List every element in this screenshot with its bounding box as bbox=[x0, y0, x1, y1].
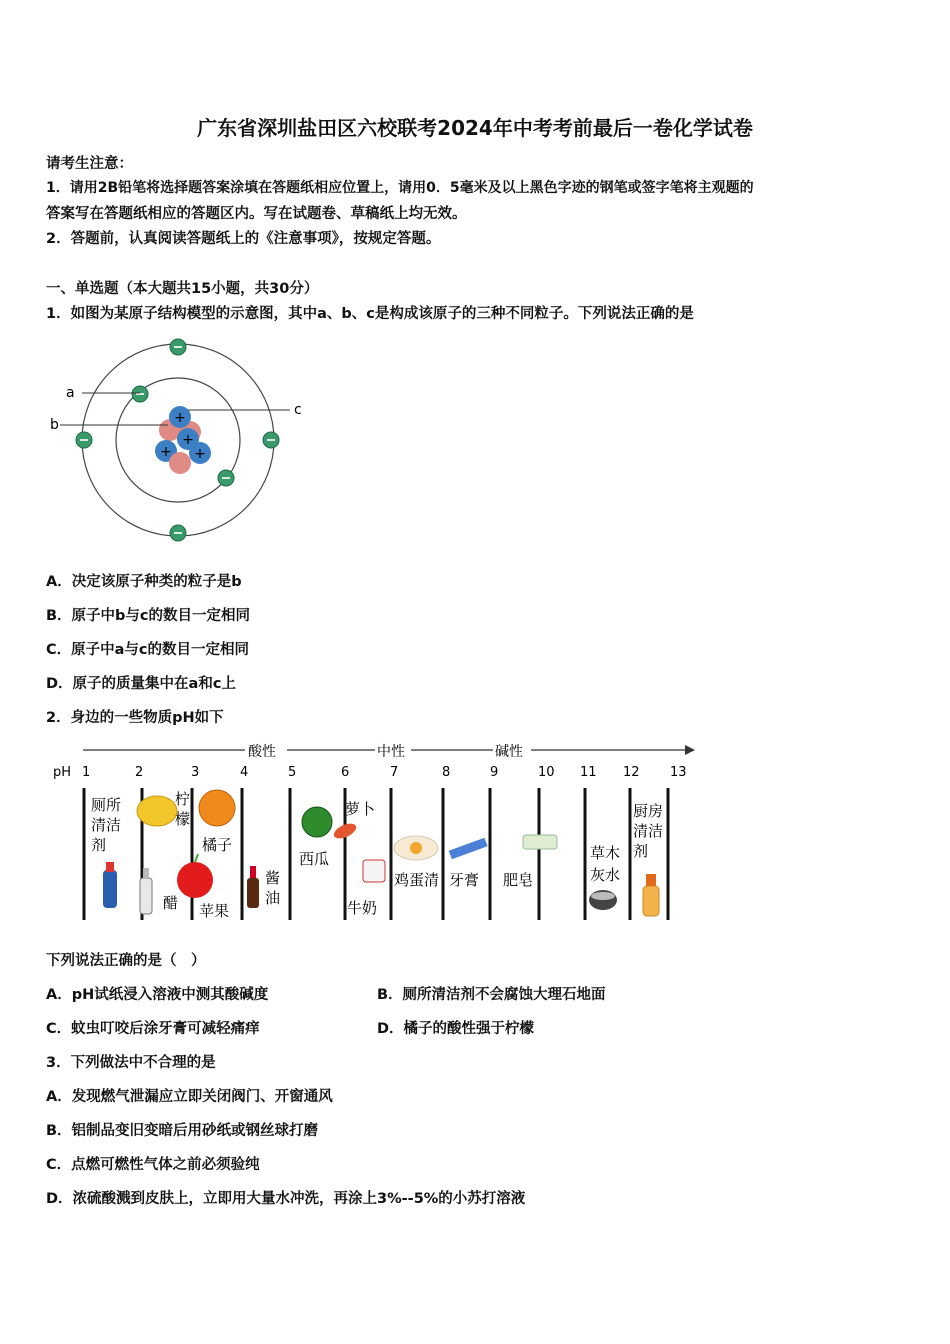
orange-icon bbox=[199, 790, 235, 826]
q1-option-b: B．原子中b与c的数目一定相同 bbox=[46, 608, 251, 624]
milk-icon bbox=[363, 860, 385, 882]
ph-ticks bbox=[82, 765, 687, 780]
q3-option-d: D．浓硫酸溅到皮肤上，立即用大量水冲洗，再涂上3%--5%的小苏打溶液 bbox=[46, 1191, 526, 1207]
svg-text:+: + bbox=[174, 410, 186, 426]
q2-option-c: C．蚊虫叮咬后涂牙膏可减轻痛痒 bbox=[46, 1021, 260, 1037]
label-c: c bbox=[294, 402, 302, 418]
ph-tick-7: 7 bbox=[390, 765, 399, 780]
ash-water-label: 草木灰水 bbox=[590, 844, 621, 884]
q3-option-c: C．点燃可燃性气体之前必须验纯 bbox=[46, 1157, 260, 1173]
soap-icon bbox=[523, 835, 557, 849]
notice-line-2: 2．答题前，认真阅读答题纸上的《注意事项》，按规定答题。 bbox=[46, 231, 441, 247]
page-title: 广东省深圳盐田区六校联考2024年中考考前最后一卷化学试卷 bbox=[197, 116, 753, 140]
section-heading: 一、单选题（本大题共15小题，共30分） bbox=[46, 281, 319, 297]
ph-tick-4: 4 bbox=[240, 765, 249, 780]
notice-line-1b: 答案写在答题纸相应的答题区内。写在试题卷、草稿纸上均无效。 bbox=[46, 206, 467, 222]
ph-tick-3: 3 bbox=[191, 765, 200, 780]
ph-tick-9: 9 bbox=[490, 765, 499, 780]
q2-option-d: D．橘子的酸性强于柠檬 bbox=[377, 1021, 535, 1037]
atom-diagram bbox=[40, 335, 320, 550]
nucleus bbox=[155, 406, 211, 474]
orange-label: 橘子 bbox=[202, 836, 233, 854]
watermelon-label: 西瓜 bbox=[299, 850, 330, 868]
toothpaste-icon bbox=[449, 838, 488, 859]
egg-white-icon bbox=[394, 836, 438, 860]
q3-stem: 3．下列做法中不合理的是 bbox=[46, 1055, 216, 1071]
lemon-label: 柠檬 bbox=[175, 790, 191, 828]
ph-tick-11: 11 bbox=[580, 765, 597, 780]
label-a: a bbox=[66, 385, 75, 401]
label-b: b bbox=[50, 417, 59, 433]
ph-tick-2: 2 bbox=[135, 765, 144, 780]
ph-tick-1: 1 bbox=[82, 765, 91, 780]
kitchen-cleaner-label: 厨房清洁剂 bbox=[633, 802, 664, 860]
apple-icon bbox=[177, 854, 213, 898]
egg-white-label: 鸡蛋清 bbox=[394, 871, 440, 889]
lemon-icon bbox=[137, 796, 177, 826]
ph-tick-5: 5 bbox=[288, 765, 297, 780]
q1-stem: 1．如图为某原子结构模型的示意图，其中a、b、c是构成该原子的三种不同粒子。下列说法正确的是 bbox=[46, 306, 694, 322]
ph-label: pH bbox=[53, 765, 72, 780]
svg-text:+: + bbox=[160, 444, 172, 460]
q2-option-a: A．pH试纸浸入溶液中测其酸碱度 bbox=[46, 987, 269, 1003]
base-label: 碱性 bbox=[495, 744, 523, 760]
svg-text:+: + bbox=[194, 446, 206, 462]
toothpaste-label: 牙膏 bbox=[449, 871, 480, 889]
q1-option-c: C．原子中a与c的数目一定相同 bbox=[46, 642, 250, 658]
soap-label: 肥皂 bbox=[503, 871, 534, 889]
kitchen-cleaner-icon bbox=[643, 874, 659, 916]
vinegar-label: 醋 bbox=[163, 894, 179, 912]
watermelon-icon bbox=[302, 807, 332, 837]
ash-water-icon bbox=[589, 890, 617, 910]
notice-line-1: 1．请用2B铅笔将选择题答案涂填在答题纸相应位置上，请用0．5毫米及以上黑色字迹的钢笔或签字笔将主观题的 bbox=[46, 180, 754, 196]
q3-option-a: A．发现燃气泄漏应立即关闭阀门、开窗通风 bbox=[46, 1089, 333, 1105]
acid-label: 酸性 bbox=[248, 744, 276, 760]
q2-stem: 2．身边的一些物质pH如下 bbox=[46, 710, 224, 726]
milk-label: 牛奶 bbox=[347, 899, 378, 917]
ph-tick-8: 8 bbox=[442, 765, 451, 780]
soy-label: 酱油 bbox=[265, 869, 281, 907]
apple-label: 苹果 bbox=[199, 902, 230, 920]
soy-sauce-icon bbox=[247, 866, 259, 908]
radish-label: 萝卜 bbox=[345, 800, 376, 818]
q2-prompt: 下列说法正确的是（ ） bbox=[46, 953, 206, 969]
svg-text:+: + bbox=[182, 432, 194, 448]
ph-tick-10: 10 bbox=[538, 765, 555, 780]
ph-tick-13: 13 bbox=[670, 765, 687, 780]
ph-tick-6: 6 bbox=[341, 765, 350, 780]
toilet-cleaner-icon bbox=[103, 862, 117, 908]
notice-heading: 请考生注意： bbox=[46, 156, 133, 172]
neutral-label: 中性 bbox=[377, 744, 405, 760]
ph-scale-diagram bbox=[45, 738, 705, 928]
q3-option-b: B．铝制品变旧变暗后用砂纸或钢丝球打磨 bbox=[46, 1123, 319, 1139]
toilet-cleaner-label: 厕所清洁剂 bbox=[91, 796, 122, 854]
q1-option-a: A．决定该原子种类的粒子是b bbox=[46, 574, 242, 590]
q1-option-d: D．原子的质量集中在a和c上 bbox=[46, 676, 236, 692]
ph-tick-12: 12 bbox=[623, 765, 640, 780]
q2-option-b: B．厕所清洁剂不会腐蚀大理石地面 bbox=[377, 987, 606, 1003]
